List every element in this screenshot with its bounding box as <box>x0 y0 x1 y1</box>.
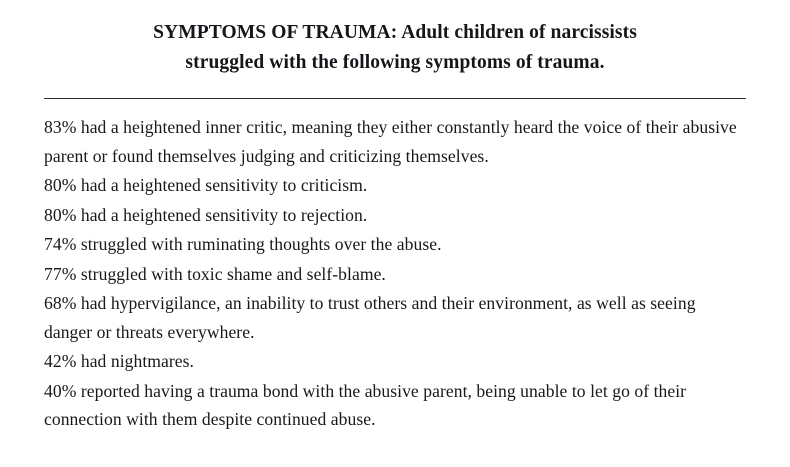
list-item: 74% struggled with ruminating thoughts over the abuse. <box>44 234 442 255</box>
page-title <box>75 18 715 78</box>
list-item: 42% had nightmares. <box>44 351 194 372</box>
list-item: 83% had a heightened inner critic, meaning they either constantly heard the voice of their abusive parent or found themselves judging and criticizing themselves. <box>44 117 737 166</box>
list-item: 80% had a heightened sensitivity to rejection. <box>44 204 368 225</box>
list-item: 68% had hypervigilance, an inability to trust others and their environment, as well as seeing danger or threats everywhere. <box>44 293 696 342</box>
symptom-list <box>44 113 746 434</box>
title-divider <box>44 98 746 99</box>
list-item: 77% struggled with toxic shame and self-blame. <box>44 263 386 284</box>
page-title-line-1: SYMPTOMS OF TRAUMA: Adult children of narcissists <box>153 22 637 43</box>
list-item: 40% reported having a trauma bond with the abusive parent, being unable to let go of their connection with them despite continued abuse. <box>44 380 687 430</box>
list-item: 80% had a heightened sensitivity to criticism. <box>44 175 368 196</box>
page-title-line-2: struggled with the following symptoms of trauma. <box>185 52 605 74</box>
